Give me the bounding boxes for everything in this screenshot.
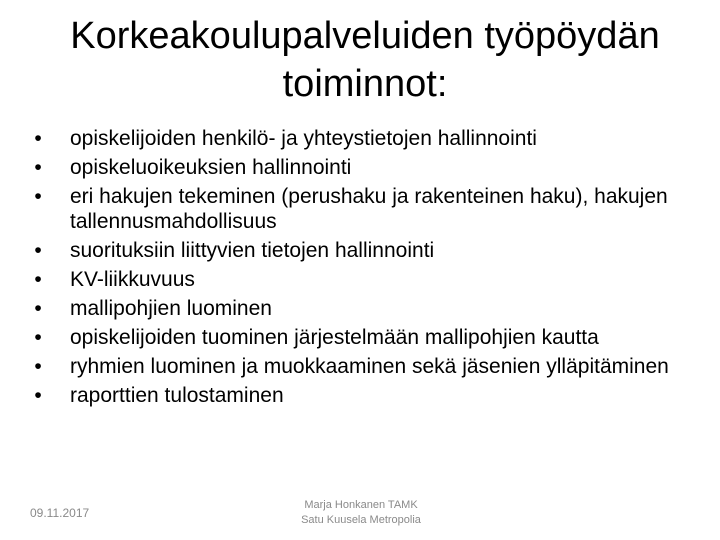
bullet-item-1 — [28, 127, 698, 152]
bullet-dot: • — [34, 127, 42, 150]
bullet-text: opiskeluoikeuksien hallinnointi — [70, 156, 352, 180]
bullet-dot: • — [34, 238, 42, 262]
bullet-text: ryhmien luominen ja muokkaaminen sekä jäsenien ylläpitäminen — [70, 355, 669, 379]
bullet-text: eri hakujen tekeminen (perushaku ja rakenteinen haku), hakujen tallennusmahdollisuus — [70, 185, 668, 233]
bullet-dot: • — [34, 326, 42, 350]
bullet-dot: • — [34, 267, 42, 291]
bullet-text: mallipohjien luominen — [70, 296, 272, 320]
bullet-item-4 — [28, 239, 698, 264]
footer-author-2: Satu Kuusela Metropolia — [301, 514, 421, 526]
bullet-item-6 — [28, 297, 698, 322]
bullet-dot: • — [34, 185, 42, 209]
bullet-item-3 — [28, 185, 698, 234]
bullet-item-7 — [28, 326, 698, 351]
footer-author-1: Marja Honkanen TAMK — [304, 499, 418, 511]
slide-title — [20, 12, 710, 108]
slide-title-line-1: Korkeakoulupalveluiden työpöydän — [70, 15, 660, 57]
slide-title-line-2: toiminnot: — [282, 63, 448, 105]
bullet-text: raporttien tulostaminen — [70, 384, 284, 408]
bullet-dot: • — [34, 296, 42, 320]
bullet-item-8 — [28, 355, 698, 380]
bullet-text: opiskelijoiden tuominen järjestelmään mallipohjien kautta — [70, 326, 599, 350]
bullet-text: suorituksiin liittyvien tietojen hallinnointi — [70, 238, 435, 262]
bullet-list — [28, 127, 698, 413]
footer-authors — [251, 498, 471, 528]
footer-date: 09.11.2017 — [30, 506, 90, 520]
bullet-item-9 — [28, 384, 698, 409]
bullet-dot: • — [34, 384, 42, 408]
bullet-dot: • — [34, 355, 42, 379]
bullet-item-5 — [28, 268, 698, 293]
bullet-item-2 — [28, 156, 698, 181]
bullet-dot: • — [34, 156, 42, 180]
bullet-text: KV-liikkuvuus — [70, 267, 195, 291]
bullet-text: opiskelijoiden henkilö- ja yhteystietojen hallinnointi — [70, 127, 537, 150]
